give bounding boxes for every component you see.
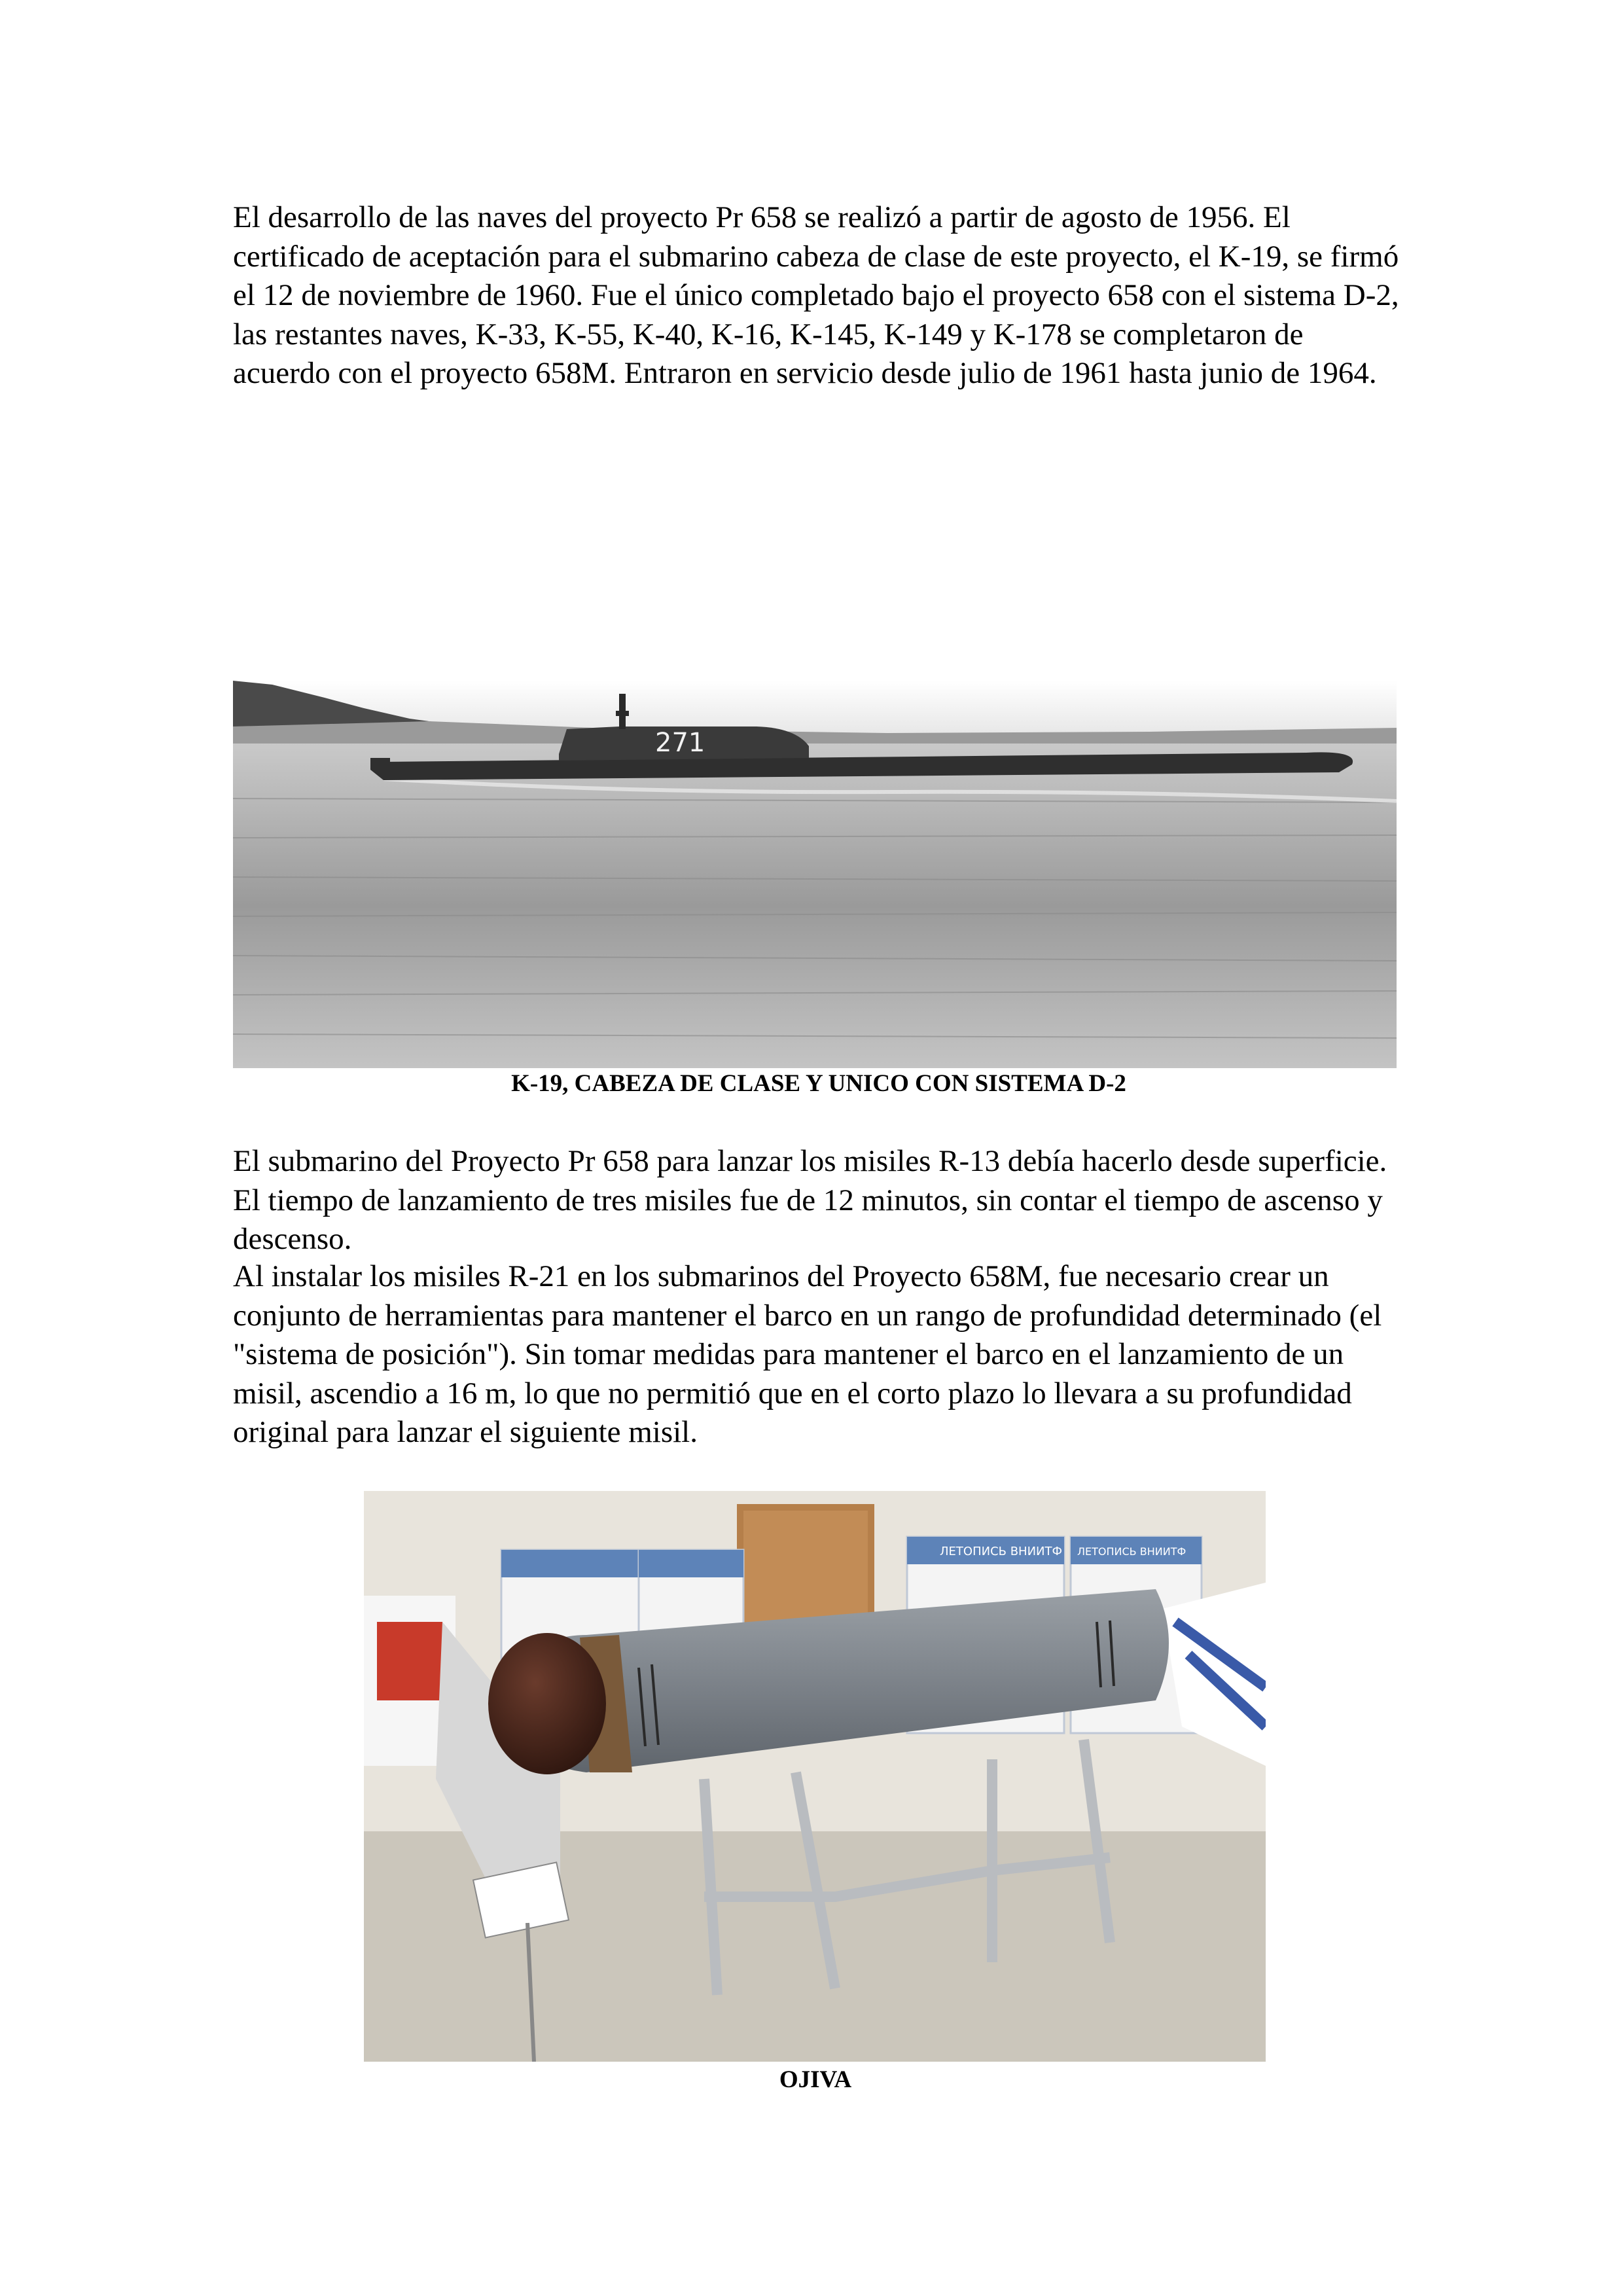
submarine-caption: K-19, CABEZA DE CLASE Y UNICO CON SISTEMA D-2 — [511, 1070, 1126, 1097]
submarine-photo — [233, 681, 1397, 1068]
paragraph-launch: El submarino del Proyecto Pr 658 para lanzar los misiles R-13 debía hacerlo desde superficie. El tiempo de lanzamiento de tres misiles fue de 12 minutos, sin contar el tiempo de ascenso y descenso. — [233, 1144, 1387, 1256]
paragraph-r21: Al instalar los misiles R-21 en los submarinos del Proyecto 658M, fue necesario crear un conjunto de herramientas para mantener el barco en un rango de profundidad determinado (el "sistema de posición"). Sin tomar medidas para mantener el barco en el lanzamiento de un misil, ascendio a 16 m, lo que no permitió que en el corto plazo lo llevara a su profundidad original para lanzar el siguiente misil. — [233, 1259, 1382, 1449]
warhead-caption: OJIVA — [779, 2066, 852, 2093]
paragraph-intro: El desarrollo de las naves del proyecto Pr 658 se realizó a partir de agosto de 1956. El certificado de aceptación para el submarino cabeza de clase de este proyecto, el K-19, se firmó el 12 de noviembre de 1960. Fue el único completado bajo el proyecto 658 con el sistema D-2, las restantes naves, K-33, K-55, K-40, K-16, K-145, K-149 y K-178 se completaron de acuerdo con el proyecto 658M. Entraron en servicio desde julio de 1961 hasta junio de 1964. — [233, 200, 1399, 390]
warhead-photo — [364, 1491, 1266, 2062]
wall-banner-2: ЛЕТОПИСЬ ВНИИТФ — [1077, 1545, 1186, 1558]
hull-number: 271 — [655, 728, 705, 758]
wall-banner-1: ЛЕТОПИСЬ ВНИИТФ — [940, 1545, 1063, 1558]
